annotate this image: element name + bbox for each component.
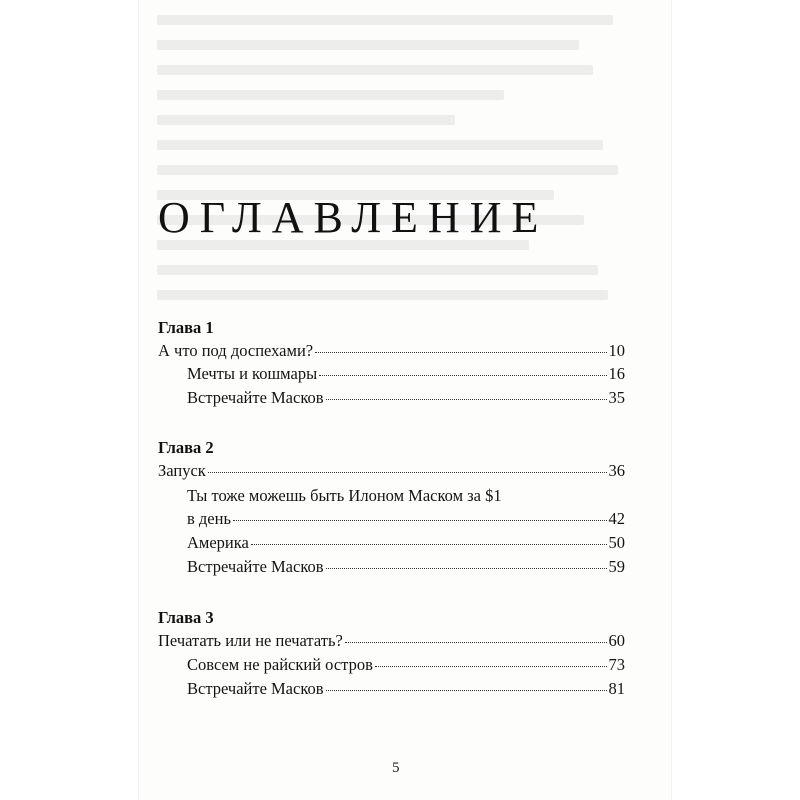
dot-leader: [208, 472, 607, 473]
toc-entry-title: Печатать или не печатать?: [158, 631, 343, 650]
toc-entry-page: 59: [608, 557, 625, 576]
toc-entry[interactable]: [187, 365, 625, 383]
toc-entry-page: 73: [608, 655, 625, 674]
toc-entry-title: Встречайте Масков: [187, 557, 324, 576]
toc-entry[interactable]: [158, 632, 625, 650]
toc-entry-page: 36: [608, 461, 625, 480]
page-number: 5: [392, 760, 400, 776]
toc-entry-title-line2: в день: [187, 509, 231, 528]
dot-leader: [326, 568, 607, 569]
toc-entry-page: 35: [608, 388, 625, 407]
toc-entry[interactable]: [187, 680, 625, 698]
toc-entry[interactable]: [187, 534, 625, 552]
dot-leader: [251, 544, 607, 545]
toc-entry[interactable]: [187, 510, 625, 528]
dot-leader: [315, 352, 606, 353]
toc-entry-title: Совсем не райский остров: [187, 655, 373, 674]
dot-leader: [233, 520, 607, 521]
dot-leader: [326, 690, 607, 691]
toc-entry[interactable]: [187, 656, 625, 674]
toc-entry[interactable]: [187, 558, 625, 576]
chapter-heading: Глава 3: [158, 608, 214, 627]
toc-entry-title-line1[interactable]: Ты тоже можешь быть Илоном Маском за $1: [187, 486, 502, 505]
toc-entry[interactable]: [158, 342, 625, 360]
toc-entry-title: Америка: [187, 533, 249, 552]
toc-title: ОГЛАВЛЕНИЕ: [158, 193, 549, 242]
toc-entry-title: Встречайте Масков: [187, 388, 324, 407]
dot-leader: [319, 375, 606, 376]
toc-entry-title: Запуск: [158, 461, 206, 480]
toc-entry-title: Мечты и кошмары: [187, 364, 318, 383]
dot-leader: [326, 399, 607, 400]
dot-leader: [345, 642, 607, 643]
toc-entry-page: 50: [608, 533, 625, 552]
toc-entry-page: 10: [608, 341, 625, 360]
dot-leader: [375, 666, 607, 667]
toc-entry[interactable]: [158, 462, 625, 480]
toc-entry-title: А что под доспехами?: [158, 341, 314, 360]
chapter-heading: Глава 2: [158, 438, 214, 457]
toc-entry-page: 42: [608, 509, 625, 528]
toc-entry-page: 81: [608, 679, 625, 698]
chapter-heading: Глава 1: [158, 318, 214, 337]
toc-entry[interactable]: [187, 389, 625, 407]
toc-entry-page: 16: [608, 364, 625, 383]
toc-entry-page: 60: [608, 631, 625, 650]
toc-entry-title: Встречайте Масков: [187, 679, 324, 698]
bleed-through-text: [157, 0, 653, 315]
